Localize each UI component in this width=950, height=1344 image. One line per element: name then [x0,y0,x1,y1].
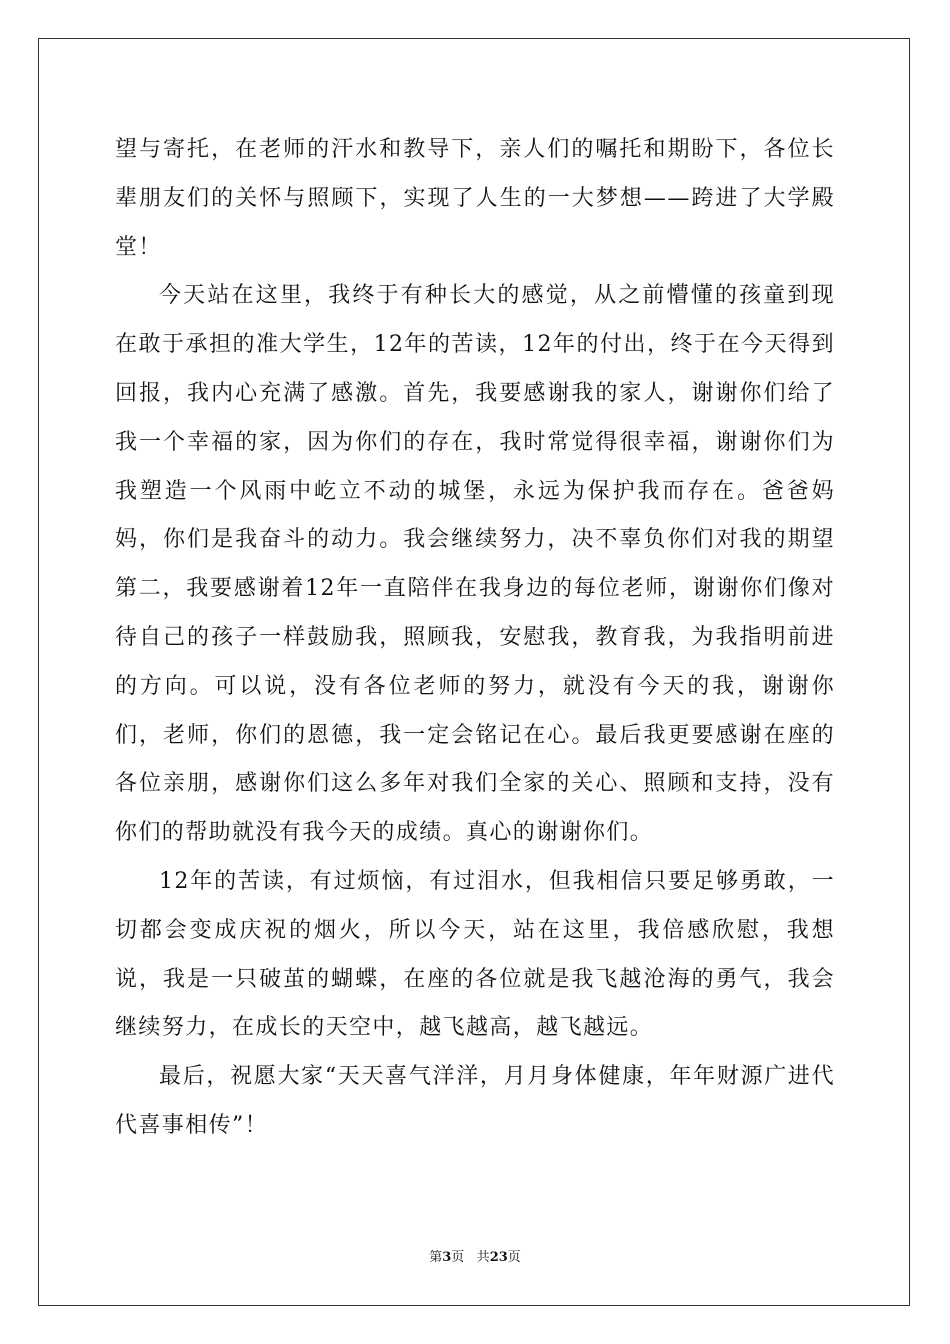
paragraph-4: 最后，祝愿大家“天天喜气洋洋，月月身体健康，年年财源广进代代喜事相传”！ [115,1064,835,1138]
page-prefix: 第 [429,1250,443,1265]
page-total: 23 [489,1250,508,1265]
total-prefix: 共 [476,1250,490,1265]
paragraph-2: 今天站在这里，我终于有种长大的感觉，从之前懵懂的孩童到现在敢于承担的准大学生，12年的苦读，12年的付出，终于在今天得到回报，我内心充满了感激。首先，我要感谢我的家人，谢谢你们给了我一个幸福的家，因为你们的存在，我时常觉得很幸福，谢谢你们为我塑造一个风雨中屹立不动的城堡，永远为保护我而存在。爸爸妈妈，你们是我奋斗的动力。我会继续努力，决不辜负你们对我的期望第二，我要感谢着12年一直陪伴在我身边的每位老师，谢谢你们像对待自己的孩子一样鼓励我，照顾我，安慰我，教育我，为我指明前进的方向。可以说，没有各位老师的努力，就没有今天的我，谢谢你们，老师，你们的恩德，我一定会铭记在心。最后我更要感谢在座的各位亲朋，感谢你们这么多年对我们全家的关心、照顾和支持，没有你们的帮助就没有我今天的成绩。真心的谢谢你们。 [115,283,835,846]
page-suffix: 页 [451,1250,465,1265]
document-body [115,126,835,1151]
paragraph-3: 12年的苦读，有过烦恼，有过泪水，但我相信只要足够勇敢，一切都会变成庆祝的烟火，所以今天，站在这里，我倍感欣慰，我想说，我是一只破茧的蝴蝶，在座的各位就是我飞越沧海的勇气，我会继续努力，在成长的天空中，越飞越高，越飞越远。 [115,868,835,1041]
page-footer [0,1246,950,1265]
paragraph-1: 望与寄托，在老师的汗水和教导下，亲人们的嘱托和期盼下，各位长辈朋友们的关怀与照顾下，实现了人生的一大梦想——跨进了大学殿堂！ [115,137,835,260]
page-current: 3 [442,1250,452,1265]
total-suffix: 页 [507,1250,521,1265]
